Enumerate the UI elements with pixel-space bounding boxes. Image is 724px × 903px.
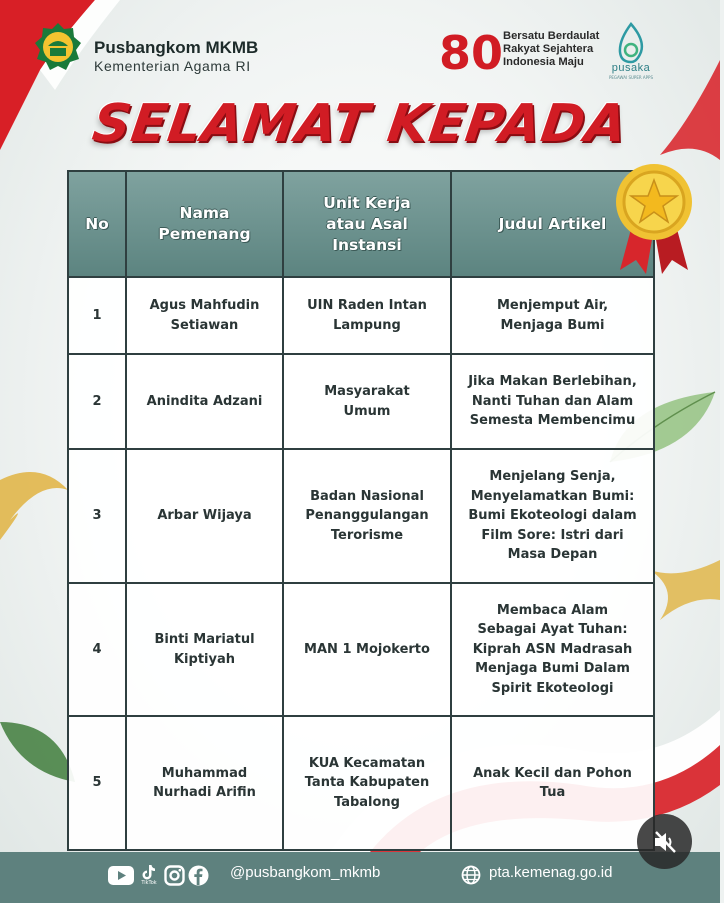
pusaka-tagline: PEGAWAI SUPER APPS [608, 75, 654, 80]
table-row [68, 716, 654, 850]
header-winner-name [126, 171, 283, 277]
row-no: 3 [68, 449, 126, 583]
name-line: Agus Mahfudin [149, 298, 260, 313]
row-name [126, 449, 283, 583]
facebook-icon[interactable] [187, 863, 209, 887]
tiktok-label: TikTok [141, 879, 157, 886]
name-line: Kiptiyah [173, 651, 235, 667]
unit-line: Tabalong [334, 794, 400, 810]
name-line: Anindita Adzani [146, 393, 263, 409]
unit-line: Masyarakat [324, 384, 410, 399]
name-line: Arbar Wijaya [157, 508, 252, 524]
row-unit [283, 449, 451, 583]
row-name [126, 583, 283, 716]
tagline-line-1: Bersatu Berdaulat [503, 30, 600, 42]
article-line: Membaca Alam [496, 602, 609, 618]
gold-medal-icon [612, 158, 696, 276]
globe-icon [460, 863, 482, 887]
article-line: Sebagai Ayat Tuhan: [477, 622, 628, 638]
unit-line: UIN Raden Intan [307, 298, 427, 313]
table-row [68, 354, 654, 449]
article-line: Tua [539, 785, 566, 800]
instagram-icon[interactable] [163, 863, 185, 887]
kemenag-logo [33, 22, 83, 72]
youtube-icon[interactable] [108, 863, 134, 887]
row-name [126, 716, 283, 850]
social-handle[interactable]: @pusbangkom_mkmb [230, 864, 381, 881]
pusaka-logo [615, 22, 647, 64]
header-article-title: Judul Artikel [451, 171, 654, 277]
article-line: Anak Kecil dan Pohon [473, 765, 632, 781]
unit-line: Terorisme [330, 527, 404, 543]
article-line: Semesta Membencimu [469, 413, 636, 429]
unit-line: MAN 1 Mojokerto [304, 641, 430, 657]
unit-line: Umum [343, 403, 391, 419]
gold-ribbon-left [0, 460, 70, 550]
row-unit [283, 716, 451, 850]
table-header-row [68, 171, 654, 277]
row-name [126, 354, 283, 449]
winners-table [67, 170, 655, 851]
tagline-line-3: Indonesia Maju [503, 56, 584, 68]
unit-line: Badan Nasional [310, 488, 424, 504]
mute-button[interactable] [637, 814, 692, 869]
article-line: Menjemput Air, [496, 298, 609, 313]
unit-line: Penanggulangan [305, 508, 429, 524]
article-line: Menyelamatkan Bumi: [470, 488, 635, 504]
anniversary-number: 80 [438, 26, 504, 80]
header-unit-line-1: Unit Kerja [323, 193, 411, 212]
row-unit [283, 583, 451, 716]
page-title: SELAMAT KEPADA [88, 94, 632, 154]
article-line: Menjaga Bumi [500, 317, 605, 333]
website-link[interactable]: pta.kemenag.go.id [489, 864, 613, 881]
header-unit-line-3: Instansi [332, 235, 402, 254]
article-line: Spirit Ekoteologi [491, 680, 614, 696]
article-line: Bumi Ekoteologi dalam [468, 508, 637, 524]
row-article [451, 354, 654, 449]
table-row [68, 583, 654, 716]
name-line: Nurhadi Arifin [153, 785, 256, 800]
muted-speaker-icon [652, 829, 678, 855]
row-unit [283, 277, 451, 354]
row-unit [283, 354, 451, 449]
article-line: Masa Depan [507, 547, 598, 563]
org-name: Pusbangkom MKMB [94, 38, 259, 57]
article-line: Kiprah ASN Madrasah [472, 641, 633, 657]
name-line: Muhammad [161, 765, 248, 781]
unit-line: KUA Kecamatan [308, 755, 426, 771]
table-row [68, 449, 654, 583]
row-article [451, 716, 654, 850]
row-article [451, 449, 654, 583]
tagline-line-2: Rakyat Sejahtera [503, 43, 594, 55]
hut-ri-80-logo [438, 26, 504, 80]
tiktok-icon[interactable] [138, 863, 160, 887]
header-no: No [68, 171, 126, 277]
header-unit-line-2: atau Asal [326, 214, 408, 233]
row-no: 1 [68, 277, 126, 354]
unit-line: Lampung [333, 317, 401, 333]
row-no: 5 [68, 716, 126, 850]
name-line: Binti Mariatul [154, 632, 255, 647]
row-article [451, 583, 654, 716]
article-line: Menjelang Senja, [489, 469, 616, 485]
row-name [126, 277, 283, 354]
row-no: 4 [68, 583, 126, 716]
name-line: Setiawan [170, 317, 239, 333]
article-line: Nanti Tuhan dan Alam [471, 393, 634, 409]
pusaka-label: pusaka [611, 62, 651, 74]
anniversary-tagline [503, 30, 599, 69]
unit-line: Tanta Kabupaten [304, 775, 430, 791]
org-subtitle: Kementerian Agama RI [94, 58, 251, 74]
gold-ribbon-right [650, 560, 720, 630]
header-winner-line-2: Pemenang [158, 225, 251, 243]
header-winner-line-1: Nama [179, 204, 230, 222]
article-line: Film Sore: Istri dari [481, 527, 624, 543]
article-line: Menjaga Bumi Dalam [475, 661, 630, 677]
row-article [451, 277, 654, 354]
article-line: Jika Makan Berlebihan, [468, 374, 637, 390]
table-row [68, 277, 654, 354]
header-unit [283, 171, 451, 277]
row-no: 2 [68, 354, 126, 449]
